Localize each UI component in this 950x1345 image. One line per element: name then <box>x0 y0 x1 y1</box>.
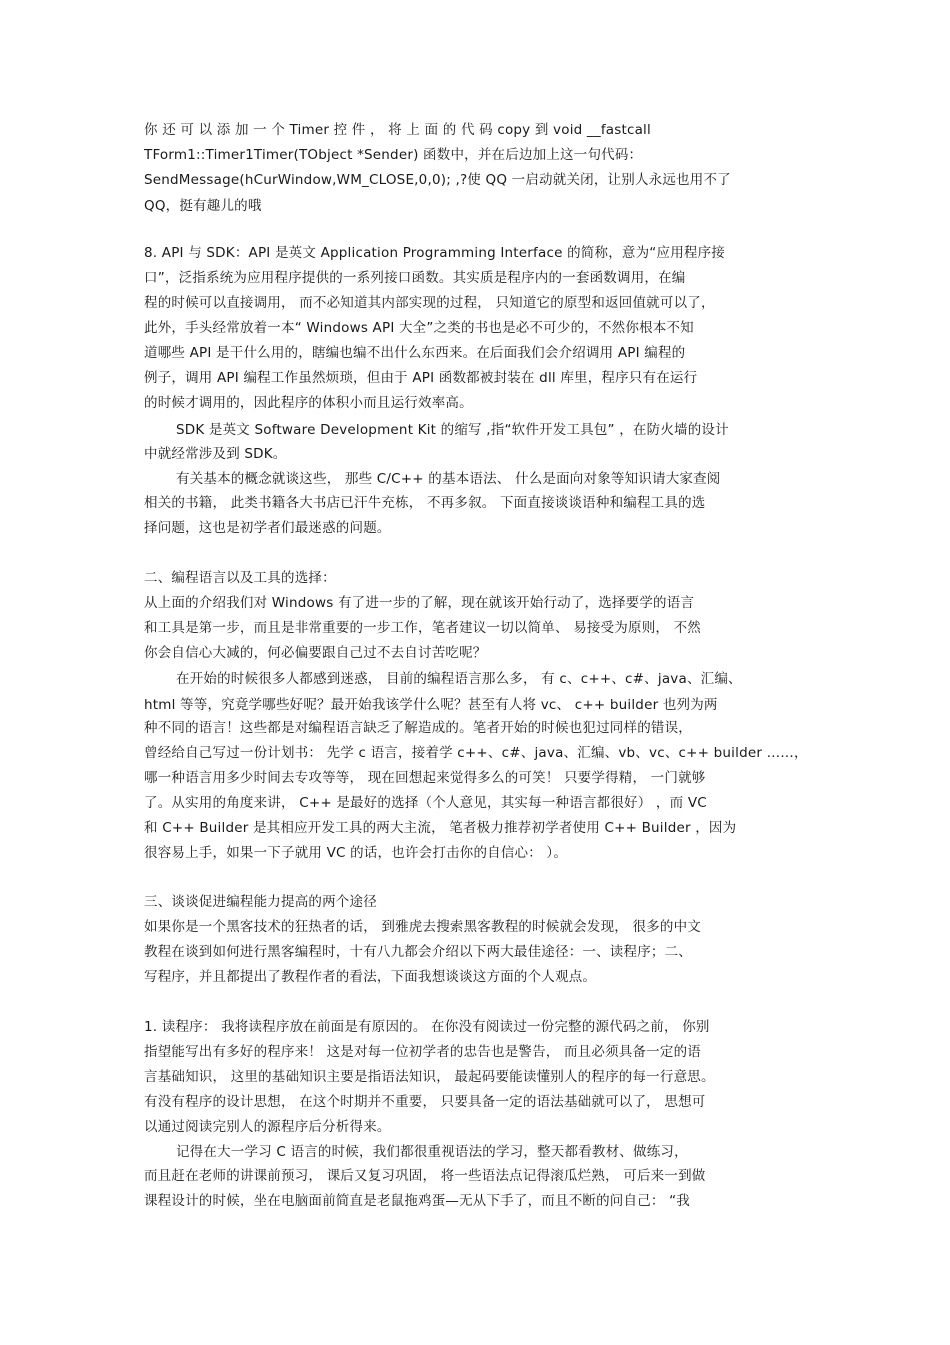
text-line: TForm1::Timer1Timer(TObject *Sender) 函数中，并在后边加上这一句代码： <box>144 147 643 163</box>
section-heading: 二、编程语言以及工具的选择： <box>144 570 336 586</box>
text-line: 写程序，并且都提出了教程作者的看法，下面我想谈谈这方面的个人观点。 <box>144 969 597 985</box>
text-line: 相关的书籍， 此类书籍各大书店已汗牛充栋， 不再多叙。 下面直接谈谈语种和编程工具的选 <box>144 495 706 511</box>
text-line: 道哪些 API 是干什么用的，瞎编也编不出什么东西来。在后面我们会介绍调用 API 编程的 <box>144 345 686 361</box>
text-line: 程的时候可以直接调用， 而不必知道其内部实现的过程， 只知道它的原型和返回值就可以了， <box>144 295 715 311</box>
text-line: 你 还 可 以 添 加 一 个 Timer 控 件 ， 将 上 面 的 代 码 copy 到 void __fastcall <box>144 122 651 138</box>
text-line: SDK 是英文 Software Development Kit 的缩写 ,指“软件开发工具包” ，在防火墙的设计 <box>176 422 729 438</box>
text-line: 种不同的语言！这些都是对编程语言缺乏了解造成的。笔者开始的时候也犯过同样的错误， <box>144 720 692 736</box>
text-line: 有没有程序的设计思想， 在这个时期并不重要， 只要具备一定的语法基础就可以了， 思想可 <box>144 1094 706 1110</box>
text-line: 课程设计的时候，坐在电脑面前简直是老鼠拖鸡蛋—无从下手了，而且不断的问自己： “我 <box>144 1193 690 1209</box>
text-line: 哪一种语言用多少时间去专攻等等， 现在回想起来觉得多么的可笑！ 只要学得精， 一门就够 <box>144 770 706 786</box>
text-line: 你会自信心大减的，何必偏要跟自己过不去自讨苦吃呢？ <box>144 645 487 661</box>
text-line: QQ，挺有趣儿的哦 <box>144 198 262 214</box>
text-line: 指望能写出有多好的程序来！ 这是对每一位初学者的忠告也是警告， 而且必须具备一定的语 <box>144 1044 701 1060</box>
text-line: 和工具是第一步，而且是非常重要的一步工作，笔者建议一切以简单、 易接受为原则， 不然 <box>144 620 701 636</box>
text-line: 教程在谈到如何进行黑客编程时，十有八九都会介绍以下两大最佳途径：一、读程序；二、 <box>144 944 692 960</box>
text-line: html 等等，究竟学哪些好呢？最开始我该学什么呢？甚至有人将 vc、 c++ builder 也列为两 <box>144 697 718 713</box>
text-line: 8. API 与 SDK：API 是英文 Application Programming Interface 的简称，意为“应用程序接 <box>144 245 725 261</box>
text-line: 例子，调用 API 编程工作虽然烦琐，但由于 API 函数都被封装在 dll 库里，程序只有在运行 <box>144 370 698 386</box>
text-line: 记得在大一学习 C 语言的时候，我们都很重视语法的学习，整天都看教材、做练习， <box>176 1144 688 1160</box>
text-line: 曾经给自己写过一份计划书： 先学 c 语言，接着学 c++、c#、java、汇编、vb、vc、c++ builder ……， <box>144 745 808 761</box>
text-line: 的时候才调用的，因此程序的体积小而且运行效率高。 <box>144 395 473 411</box>
text-line: SendMessage(hCurWindow,WM_CLOSE,0,0); ,?使 QQ 一启动就关闭，让别人永远也用不了 <box>144 172 731 188</box>
text-line: 择问题，这也是初学者们最迷惑的问题。 <box>144 520 391 536</box>
text-line: 了。从实用的角度来讲， C++ 是最好的选择（个人意见，其实每一种语言都很好） ，而 VC <box>144 795 707 811</box>
text-line: 在开始的时候很多人都感到迷惑， 目前的编程语言那么多， 有 c、c++、c#、java、汇编、 <box>176 671 742 687</box>
text-line: 中就经常涉及到 SDK。 <box>144 446 287 462</box>
text-line: 很容易上手，如果一下子就用 VC 的话，也许会打击你的自信心： ）。 <box>144 845 568 861</box>
text-line: 而且赶在老师的讲课前预习， 课后又复习巩固， 将一些语法点记得滚瓜烂熟， 可后来一到做 <box>144 1168 706 1184</box>
text-line: 从上面的介绍我们对 Windows 有了进一步的了解，现在就该开始行动了，选择要学的语言 <box>144 595 695 611</box>
text-line: 如果你是一个黑客技术的狂热者的话， 到雅虎去搜索黑客教程的时候就会发现， 很多的中文 <box>144 919 701 935</box>
text-line: 以通过阅读完别人的源程序后分析得来。 <box>144 1119 391 1135</box>
text-line: 1. 读程序： 我将读程序放在前面是有原因的。 在你没有阅读过一份完整的源代码之前， 你别 <box>144 1019 710 1035</box>
text-line: 有关基本的概念就谈这些， 那些 C/C++ 的基本语法、 什么是面向对象等知识请大家查阅 <box>176 471 721 487</box>
section-heading: 三、谈谈促进编程能力提高的两个途径 <box>144 894 377 910</box>
text-line: 口”，泛指系统为应用程序提供的一系列接口函数。其实质是程序内的一套函数调用，在编 <box>144 270 686 286</box>
text-line: 此外，手头经常放着一本“ Windows API 大全”之类的书也是必不可少的，不然你根本不知 <box>144 320 694 336</box>
text-line: 和 C++ Builder 是其相应开发工具的两大主流， 笔者极力推荐初学者使用 C++ Builder ，因为 <box>144 820 737 836</box>
text-line: 言基础知识， 这里的基础知识主要是指语法知识， 最起码要能读懂别人的程序的每一行意思。 <box>144 1069 715 1085</box>
